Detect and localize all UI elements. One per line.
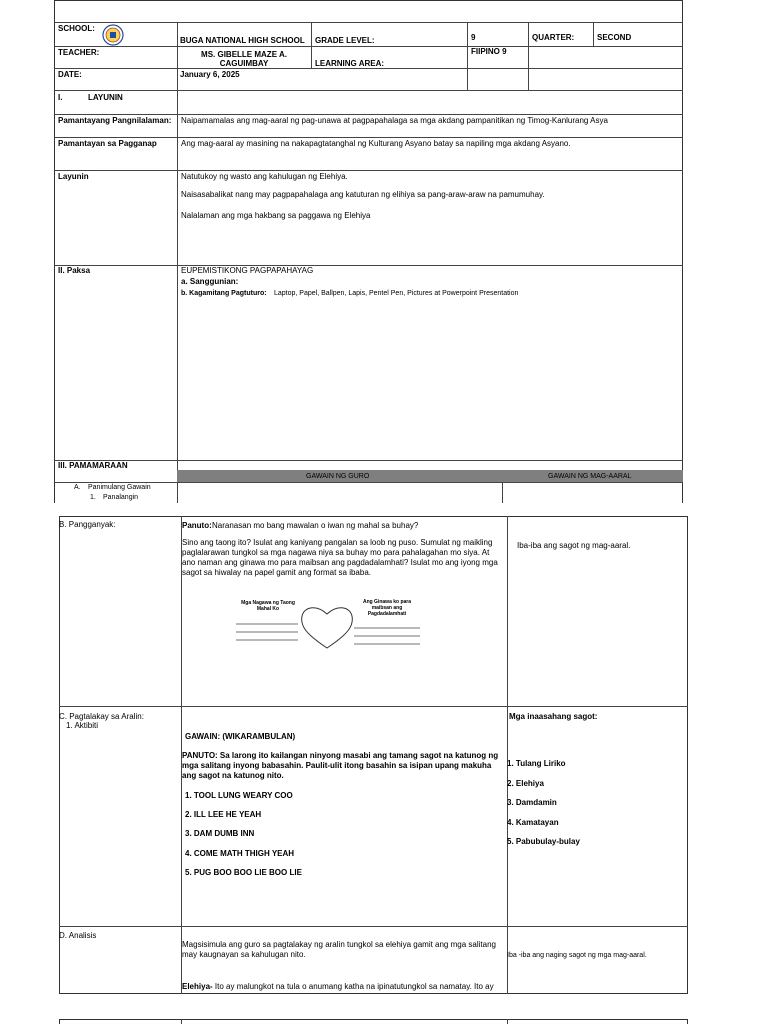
pamantayan-pagganap-label: Pamantayan sa Pagganap — [58, 139, 157, 148]
answers-label: Mga inaasahang sagot: — [509, 712, 598, 721]
learning-area-label: LEARNING AREA: — [315, 59, 385, 68]
kagamitan-value: Laptop, Papel, Ballpen, Lapis, Pentel Pen, Pictures at Powerpoint Presentation — [274, 290, 519, 297]
quarter-value: SECOND — [597, 33, 632, 42]
expected-answer: 4. Kamatayan — [507, 818, 559, 827]
pagtalakay-label: C. Pagtalakay sa Aralin: — [59, 712, 144, 721]
panalangin: Panalangin — [103, 494, 139, 501]
pamamaraan-label: III. PAMAMARAAN — [58, 461, 128, 470]
wikarambulan-item: 1. TOOL LUNG WEARY COO — [185, 791, 293, 800]
wikarambulan-item: 4. COME MATH THIGH YEAH — [185, 849, 295, 858]
date-value: January 6, 2025 — [180, 70, 240, 79]
sanggunian-label: a. Sanggunian: — [181, 277, 239, 286]
layunin-section-title: LAYUNIN — [88, 93, 123, 102]
layunin-item: Naisasabalikat nang may pagpapahalaga ang katuturan ng elihiya sa pang-araw-araw na pamumuhay. — [181, 190, 545, 199]
pangganyak-student-answer: Iba-iba ang sagot ng mag-aaral. — [517, 541, 631, 550]
wikarambulan-item: 5. PUG BOO BOO LIE BOO LIE — [185, 868, 302, 877]
expected-answer: 1. Tulang Liriko — [507, 759, 566, 768]
pangganyak-label: B. Pangganyak: — [59, 520, 116, 529]
heart-icon — [236, 602, 422, 650]
elehiya-def-text: Ito ay malungkot na tula o anumang katha na ipinatutungkol sa namatay. Ito ay — [212, 982, 494, 991]
school-value: BUGA NATIONAL HIGH SCHOOL — [180, 36, 305, 45]
wikarambulan-item: 2. ILL LEE HE YEAH — [185, 810, 262, 819]
aktibiti-label: 1. Aktibiti — [66, 721, 99, 730]
col-mag-aaral-header: GAWAIN NG MAG-AARAL — [548, 473, 632, 480]
analisis-student-answer: Iba -iba ang naging sagot ng mga mag-aaral. — [507, 952, 647, 959]
panuto-text: Naranasan mo bang mawalan o iwan ng mahal sa buhay? — [212, 521, 419, 530]
paksa-label: II. Paksa — [58, 266, 91, 275]
layunin-item: Natutukoy ng wasto ang kahulugan ng Elehiya. — [181, 172, 348, 181]
diagram-right-label: Ang Ginawa ko para maibsan ang Pagdadalamhati — [362, 599, 412, 617]
learning-area-value: FIIPINO 9 — [471, 47, 507, 56]
gawain-title: GAWAIN: (WIKARAMBULAN) — [185, 732, 296, 741]
school-label: SCHOOL: — [58, 24, 95, 33]
pagtalakay-panuto: PANUTO: Sa larong ito kailangan ninyong masabi ang tamang sagot na katunog ng mga salitang inyong babasahin. Paulit-ulit itong basahin sa isipan upang makuha ang sagot na katunog nito. — [182, 751, 499, 780]
paksa-title: EUPEMISTIKONG PAGPAPAHAYAG — [181, 266, 314, 275]
layunin-label: Layunin — [58, 172, 89, 181]
layunin-roman: I. — [58, 93, 63, 102]
grade-label: GRADE LEVEL: — [315, 36, 375, 45]
panimulang-marker: A. — [74, 484, 81, 491]
teacher-value: MS. GIBELLE MAZE A. CAGUIMBAY — [201, 50, 287, 68]
pamantayang-pangnilalaman-label: Pamantayang Pangnilalaman: — [58, 116, 172, 125]
pamantayang-pangnilalaman-text: Naipamamalas ang mag-aaral ng pag-unawa at pagpapahalaga sa mga akdang pampanitikan ng Timog-Kanlurang Asya — [181, 116, 608, 125]
pamantayan-pagganap-text: Ang mag-aaral ay masining na nakapagtatanghal ng Kulturang Asyano batay sa napiling mga akdang Asyano. — [181, 139, 571, 148]
diagram-left-label: Mga Nagawa ng Taong Mahal Ko — [241, 600, 295, 612]
expected-answer: 2. Elehiya — [507, 779, 544, 788]
expected-answer: 5. Pabubulay-bulay — [507, 837, 580, 846]
kagamitan-label: b. Kagamitang Pagtuturo: — [181, 290, 267, 297]
lesson-plan-page-3 — [59, 1019, 688, 1024]
school-seal-icon — [102, 24, 124, 46]
wikarambulan-item: 3. DAM DUMB INN — [185, 829, 255, 838]
pangganyak-body: Sino ang taong ito? Isulat ang kaniyang pangalan sa loob ng puso. Sumulat ng maikling paglalarawan tungkol sa mga nagawa niya sa buhay mo para pahalagahan mo siya. At ano naman ang ginawa mo para maibsan ang pagdadalamhati? Isulat mo ang iyong mga sagot sa hiwalay na papel gamit ang format sa ibaba. — [182, 538, 498, 577]
date-label: DATE: — [58, 70, 82, 79]
layunin-item: Nalalaman ang mga hakbang sa paggawa ng Elehiya — [181, 211, 371, 220]
analisis-label: D. Analisis — [59, 931, 97, 940]
panalangin-marker: 1. — [90, 494, 96, 501]
panuto-label: Panuto: — [182, 521, 212, 530]
elehiya-term: Elehiya- — [182, 982, 213, 991]
elehiya-definition — [182, 982, 502, 992]
lesson-plan-page-1 — [54, 0, 683, 503]
analisis-text: Magsisimula ang guro sa pagtalakay ng aralin tungkol sa elehiya gamit ang mga salitang may kaugnayan sa kahulugan nito. — [182, 940, 496, 959]
panimulang-gawain: Panimulang Gawain — [88, 484, 151, 491]
grade-value: 9 — [471, 33, 476, 42]
expected-answer: 3. Damdamin — [507, 798, 557, 807]
quarter-label: QUARTER: — [532, 33, 575, 42]
col-guro-header: GAWAIN NG GURO — [306, 473, 370, 480]
teacher-label: TEACHER: — [58, 48, 100, 57]
